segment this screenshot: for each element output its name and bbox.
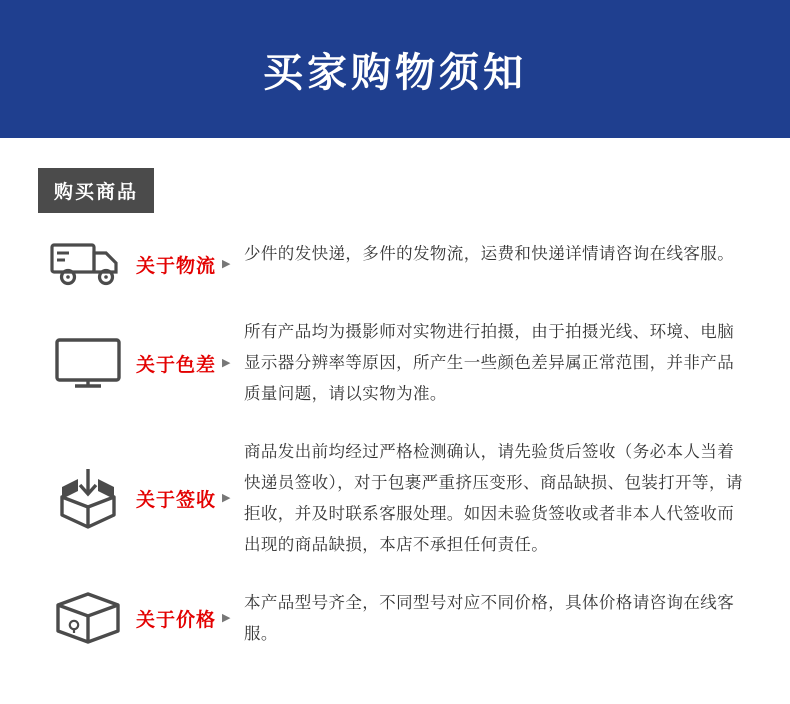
item-label: 关于色差 bbox=[136, 353, 217, 376]
list-item bbox=[0, 237, 790, 289]
arrow-right-icon: ▶ bbox=[222, 257, 231, 270]
section-tag-purchase-goods: 购买商品 bbox=[38, 168, 154, 213]
notice-list bbox=[0, 213, 790, 649]
open-box-arrow-icon bbox=[48, 465, 128, 531]
arrow-right-icon: ▶ bbox=[222, 492, 231, 504]
label-cell bbox=[136, 348, 244, 377]
icon-cell bbox=[40, 237, 136, 289]
label-cell bbox=[136, 249, 244, 278]
carton-box-icon bbox=[52, 589, 124, 647]
item-description: 少件的发快递，多件的发物流，运费和快递详情请咨询在线客服。 bbox=[244, 244, 735, 263]
item-description: 本产品型号齐全，不同型号对应不同价格，具体价格请咨询在线客服。 bbox=[244, 593, 735, 643]
page-title: 买家购物须知 bbox=[263, 49, 527, 96]
arrow-right-icon: ▶ bbox=[222, 356, 231, 369]
section-tag-container bbox=[0, 138, 790, 213]
monitor-icon bbox=[49, 334, 127, 390]
icon-cell bbox=[40, 589, 136, 647]
arrow-right-icon: ▶ bbox=[222, 612, 231, 624]
list-item bbox=[0, 315, 790, 409]
item-description: 所有产品均为摄影师对实物进行拍摄，由于拍摄光线、环境、电脑显示器分辨率等原因，所产生一些颜色差异属正常范围，并非产品质量问题，请以实物为准。 bbox=[244, 322, 735, 403]
item-label: 关于物流 bbox=[136, 254, 217, 277]
label-cell bbox=[136, 603, 244, 632]
page-header-banner bbox=[0, 0, 790, 138]
list-item bbox=[0, 435, 790, 560]
list-item bbox=[0, 586, 790, 649]
item-label: 关于签收 bbox=[136, 489, 217, 511]
item-description: 商品发出前均经过严格检测确认，请先验货后签收（务必本人当着快递员签收），对于包裹严重挤压变形、商品缺损、包装打开等，请拒收，并及时联系客服处理。如因未验货签收或者非本人代签收而出现的商品缺损，本店不承担任何责任。 bbox=[244, 442, 743, 554]
truck-icon bbox=[49, 237, 127, 289]
item-label: 关于价格 bbox=[136, 609, 217, 631]
icon-cell bbox=[40, 465, 136, 531]
icon-cell bbox=[40, 334, 136, 390]
label-cell bbox=[136, 483, 244, 512]
